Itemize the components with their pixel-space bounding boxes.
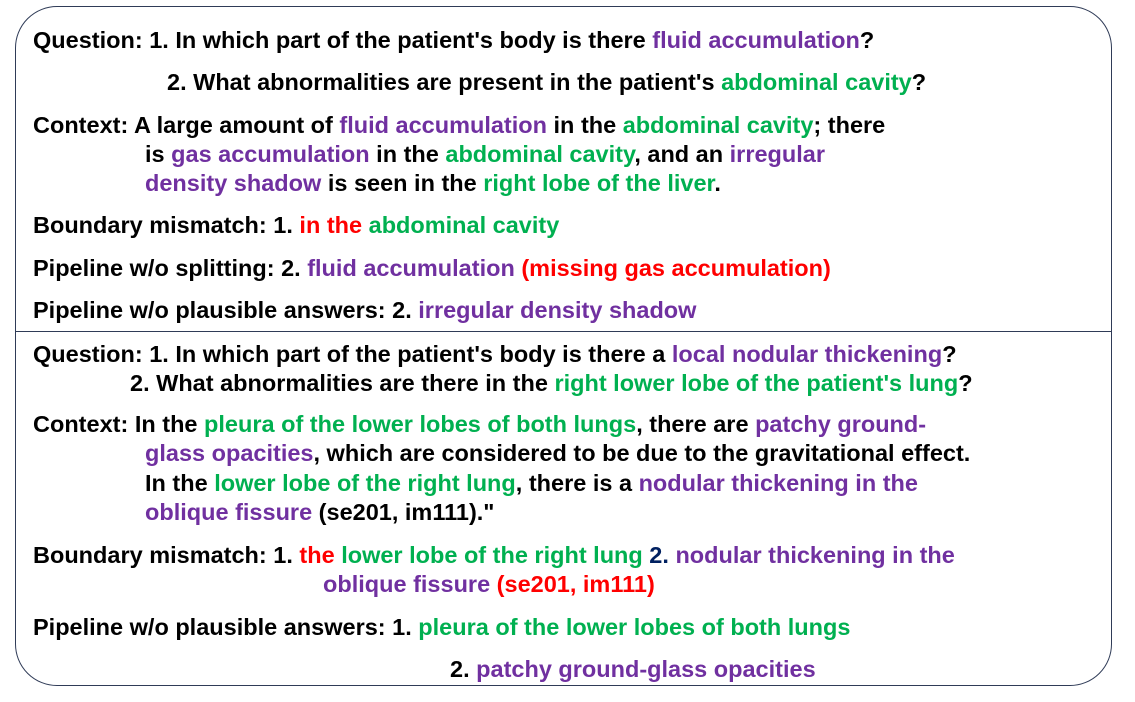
context-text: in the: [369, 141, 446, 167]
question-text: In which part of the patient's body is there a: [175, 341, 672, 367]
condition-entity: patchy ground-: [755, 411, 927, 437]
question-label: Question:: [33, 27, 150, 53]
error-type-label: Pipeline w/o plausible answers:: [33, 297, 393, 323]
context-text: A large amount of: [133, 112, 340, 138]
answer-number: 2.: [450, 656, 477, 682]
ex2-boundary-mismatch-cont: [323, 570, 655, 598]
ex1-boundary-mismatch: [33, 211, 559, 239]
error-type-label: Pipeline w/o splitting:: [33, 255, 282, 281]
question-number: 1.: [149, 341, 176, 367]
ex1-question-1: [33, 26, 874, 54]
error-span: in the: [299, 212, 363, 238]
answer-number: 1.: [273, 542, 300, 568]
answer-number: 1.: [392, 614, 419, 640]
question-label: Question:: [33, 341, 150, 367]
location-entity: right lower lobe of the patient's lung: [554, 370, 959, 396]
location-entity: pleura of the lower lobes of both lungs: [204, 411, 637, 437]
location-entity: pleura of the lower lobes of both lungs: [418, 614, 851, 640]
question-end: ?: [911, 69, 927, 95]
location-entity: lower lobe of the right lung: [341, 542, 643, 568]
section-divider: [15, 331, 1112, 332]
condition-entity: nodular thickening in the: [638, 470, 918, 496]
question-end: ?: [942, 341, 957, 367]
question-text: In which part of the patient's body is there: [175, 27, 653, 53]
condition-entity: nodular thickening in the: [668, 542, 955, 568]
location-entity: abdominal cavity: [721, 69, 912, 95]
context-text: ; there: [813, 112, 886, 138]
answer-number: 1.: [273, 212, 300, 238]
location-entity: abdominal cavity: [368, 212, 560, 238]
error-type-label: Pipeline w/o plausible answers:: [33, 614, 393, 640]
condition-entity: oblique fissure: [145, 499, 313, 525]
context-text: .: [714, 170, 721, 196]
question-number: 2.: [130, 370, 157, 396]
question-number: 2.: [167, 69, 194, 95]
condition-entity: glass opacities: [145, 440, 314, 466]
context-text: (se201, im111).": [312, 499, 495, 525]
error-type-label: Boundary mismatch:: [33, 542, 274, 568]
context-label: Context:: [33, 112, 134, 138]
context-text: is seen in the: [321, 170, 484, 196]
condition-entity: oblique fissure: [323, 571, 491, 597]
question-text: What abnormalities are there in the: [156, 370, 555, 396]
ex2-boundary-mismatch: [33, 541, 955, 569]
answer-number: 2.: [392, 297, 419, 323]
question-number: 1.: [149, 27, 176, 53]
context-text: In the: [145, 470, 215, 496]
context-text: in the: [547, 112, 623, 138]
condition-entity: fluid accumulation: [307, 255, 515, 281]
ex2-context-line-2: [145, 439, 970, 467]
context-text: , there are: [636, 411, 756, 437]
ex2-context-line-3: [145, 469, 918, 497]
question-end: ?: [958, 370, 973, 396]
location-entity: abdominal cavity: [445, 141, 635, 167]
location-entity: abdominal cavity: [622, 112, 814, 138]
condition-entity: gas accumulation: [171, 141, 370, 167]
condition-entity: patchy ground-glass opacities: [476, 656, 816, 682]
location-entity: right lobe of the liver: [483, 170, 715, 196]
question-text: What abnormalities are present in the patient's: [193, 69, 722, 95]
ex2-pipeline-no-plausible-2: [450, 655, 816, 683]
condition-entity: fluid accumulation: [339, 112, 547, 138]
context-text: , which are considered to be due to the gravitational effect.: [313, 440, 971, 466]
ex1-pipeline-no-splitting: [33, 254, 831, 282]
answer-number: 2.: [281, 255, 308, 281]
context-label: Context:: [33, 411, 135, 437]
ex1-context-line-1: [33, 111, 885, 139]
context-text: is: [145, 141, 172, 167]
error-span: (se201, im111): [490, 571, 655, 597]
ex1-question-2: [167, 68, 926, 96]
context-text: , there is a: [515, 470, 639, 496]
answer-number: 2.: [642, 542, 669, 568]
context-text: , and an: [634, 141, 730, 167]
ex1-context-line-2: [145, 140, 825, 168]
ex1-pipeline-no-plausible: [33, 296, 696, 324]
error-span: the: [299, 542, 335, 568]
condition-entity: density shadow: [145, 170, 322, 196]
condition-entity: local nodular thickening: [671, 341, 943, 367]
ex2-pipeline-no-plausible-1: [33, 613, 850, 641]
error-type-label: Boundary mismatch:: [33, 212, 274, 238]
condition-entity: fluid accumulation: [652, 27, 860, 53]
location-entity: lower lobe of the right lung: [214, 470, 516, 496]
condition-entity: irregular density shadow: [418, 297, 697, 323]
context-text: In the: [134, 411, 205, 437]
ex1-context-line-3: [145, 169, 721, 197]
ex2-context-line-1: [33, 410, 926, 438]
condition-entity: irregular: [729, 141, 825, 167]
error-span: (missing gas accumulation): [514, 255, 831, 281]
question-end: ?: [859, 27, 875, 53]
ex2-question-1: [33, 340, 957, 368]
ex2-question-2: [130, 369, 973, 397]
ex2-context-line-4: [145, 498, 494, 526]
